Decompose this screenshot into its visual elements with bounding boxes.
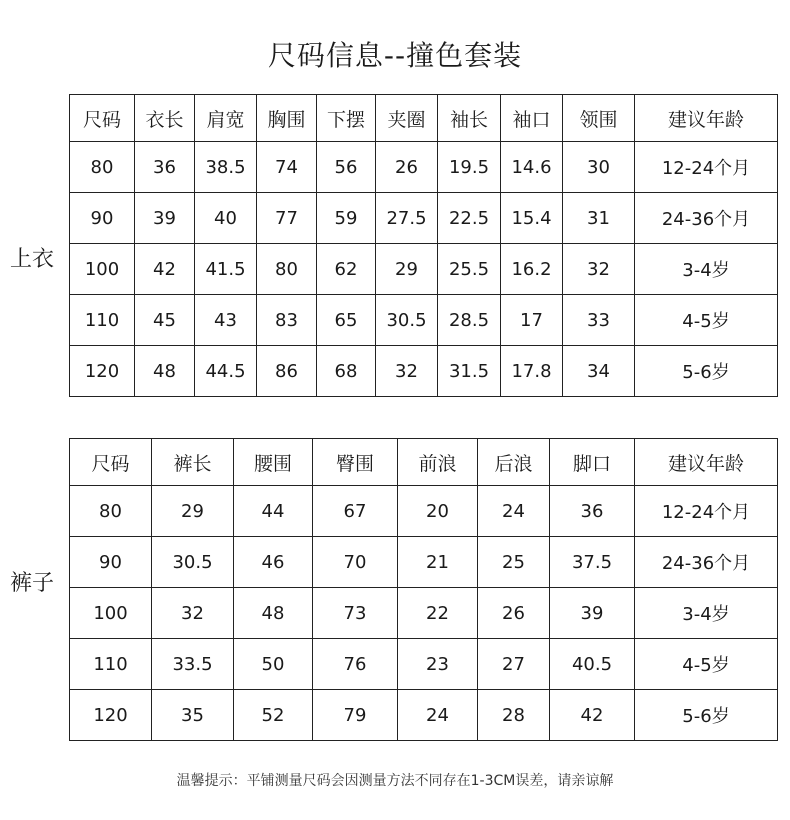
table-header-row	[70, 95, 778, 142]
table-cell: 52	[234, 690, 313, 741]
header-cell: 脚口	[550, 439, 635, 486]
table-cell: 22.5	[438, 193, 501, 244]
table-cell: 5-6岁	[635, 690, 778, 741]
section-label-bottom: 裤子	[10, 571, 55, 596]
table-cell: 40	[195, 193, 257, 244]
table-cell: 120	[70, 690, 152, 741]
table-cell: 68	[317, 346, 376, 397]
table-row	[70, 142, 778, 193]
table-cell: 21	[398, 537, 478, 588]
table-cell: 73	[313, 588, 398, 639]
table-cell: 120	[70, 346, 135, 397]
table-cell: 31	[563, 193, 635, 244]
table-cell: 80	[70, 486, 152, 537]
table-cell: 3-4岁	[635, 244, 778, 295]
table-cell: 70	[313, 537, 398, 588]
table-cell: 32	[376, 346, 438, 397]
pants-size-table	[69, 438, 778, 741]
header-cell: 腰围	[234, 439, 313, 486]
table-cell: 39	[135, 193, 195, 244]
table-cell: 17.8	[501, 346, 563, 397]
table-cell: 26	[478, 588, 550, 639]
table-cell: 90	[70, 193, 135, 244]
table-cell: 19.5	[438, 142, 501, 193]
table-cell: 45	[135, 295, 195, 346]
table-cell: 39	[550, 588, 635, 639]
table-cell: 4-5岁	[635, 639, 778, 690]
header-cell: 裤长	[152, 439, 234, 486]
table-cell: 31.5	[438, 346, 501, 397]
table-cell: 41.5	[195, 244, 257, 295]
header-cell: 建议年龄	[635, 439, 778, 486]
table-cell: 40.5	[550, 639, 635, 690]
table-cell: 110	[70, 295, 135, 346]
table-cell: 80	[257, 244, 317, 295]
table-cell: 77	[257, 193, 317, 244]
table-cell: 42	[135, 244, 195, 295]
table-cell: 24	[478, 486, 550, 537]
header-cell: 袖口	[501, 95, 563, 142]
table-cell: 22	[398, 588, 478, 639]
table-cell: 25	[478, 537, 550, 588]
table-cell: 38.5	[195, 142, 257, 193]
header-cell: 夹圈	[376, 95, 438, 142]
table-cell: 28	[478, 690, 550, 741]
table-cell: 50	[234, 639, 313, 690]
table-cell: 12-24个月	[635, 486, 778, 537]
table-cell: 33	[563, 295, 635, 346]
table-row	[70, 639, 778, 690]
table-cell: 29	[152, 486, 234, 537]
table-cell: 76	[313, 639, 398, 690]
table-cell: 65	[317, 295, 376, 346]
header-cell: 后浪	[478, 439, 550, 486]
header-cell: 领围	[563, 95, 635, 142]
table-cell: 44.5	[195, 346, 257, 397]
header-cell: 胸围	[257, 95, 317, 142]
table-header-row	[70, 439, 778, 486]
table-cell: 20	[398, 486, 478, 537]
table-row	[70, 486, 778, 537]
table-cell: 5-6岁	[635, 346, 778, 397]
table-cell: 4-5岁	[635, 295, 778, 346]
table-cell: 32	[563, 244, 635, 295]
table-cell: 23	[398, 639, 478, 690]
header-cell: 肩宽	[195, 95, 257, 142]
top-size-table	[69, 94, 778, 397]
table-cell: 83	[257, 295, 317, 346]
table-cell: 44	[234, 486, 313, 537]
table-cell: 67	[313, 486, 398, 537]
table-cell: 12-24个月	[635, 142, 778, 193]
table-row	[70, 690, 778, 741]
table-cell: 79	[313, 690, 398, 741]
table-cell: 27	[478, 639, 550, 690]
table-cell: 29	[376, 244, 438, 295]
section-label-top: 上衣	[10, 247, 55, 272]
table-cell: 59	[317, 193, 376, 244]
table-row	[70, 346, 778, 397]
table-cell: 100	[70, 244, 135, 295]
table-cell: 62	[317, 244, 376, 295]
header-cell: 臀围	[313, 439, 398, 486]
table-cell: 35	[152, 690, 234, 741]
header-cell: 袖长	[438, 95, 501, 142]
table-cell: 24	[398, 690, 478, 741]
table-cell: 24-36个月	[635, 537, 778, 588]
table-cell: 30.5	[152, 537, 234, 588]
table-cell: 86	[257, 346, 317, 397]
table-cell: 27.5	[376, 193, 438, 244]
table-cell: 36	[135, 142, 195, 193]
header-cell: 前浪	[398, 439, 478, 486]
table-cell: 56	[317, 142, 376, 193]
header-cell: 尺码	[70, 95, 135, 142]
table-cell: 30	[563, 142, 635, 193]
table-cell: 28.5	[438, 295, 501, 346]
table-cell: 17	[501, 295, 563, 346]
table-cell: 90	[70, 537, 152, 588]
header-cell: 建议年龄	[635, 95, 778, 142]
table-cell: 36	[550, 486, 635, 537]
table-cell: 34	[563, 346, 635, 397]
table-cell: 25.5	[438, 244, 501, 295]
page-title: 尺码信息--撞色套装	[267, 39, 523, 72]
measurement-note: 温馨提示：平铺测量尺码会因测量方法不同存在1-3CM误差，请亲谅解	[176, 773, 614, 789]
table-cell: 100	[70, 588, 152, 639]
header-cell: 衣长	[135, 95, 195, 142]
table-row	[70, 295, 778, 346]
table-cell: 32	[152, 588, 234, 639]
table-cell: 3-4岁	[635, 588, 778, 639]
table-cell: 110	[70, 639, 152, 690]
table-cell: 48	[234, 588, 313, 639]
table-cell: 37.5	[550, 537, 635, 588]
table-cell: 24-36个月	[635, 193, 778, 244]
table-row	[70, 193, 778, 244]
table-cell: 26	[376, 142, 438, 193]
table-cell: 43	[195, 295, 257, 346]
table-row	[70, 244, 778, 295]
table-cell: 15.4	[501, 193, 563, 244]
table-cell: 48	[135, 346, 195, 397]
table-cell: 16.2	[501, 244, 563, 295]
table-cell: 74	[257, 142, 317, 193]
table-cell: 80	[70, 142, 135, 193]
table-row	[70, 588, 778, 639]
table-cell: 42	[550, 690, 635, 741]
header-cell: 尺码	[70, 439, 152, 486]
table-cell: 14.6	[501, 142, 563, 193]
header-cell: 下摆	[317, 95, 376, 142]
table-row	[70, 537, 778, 588]
table-cell: 46	[234, 537, 313, 588]
table-cell: 33.5	[152, 639, 234, 690]
table-cell: 30.5	[376, 295, 438, 346]
